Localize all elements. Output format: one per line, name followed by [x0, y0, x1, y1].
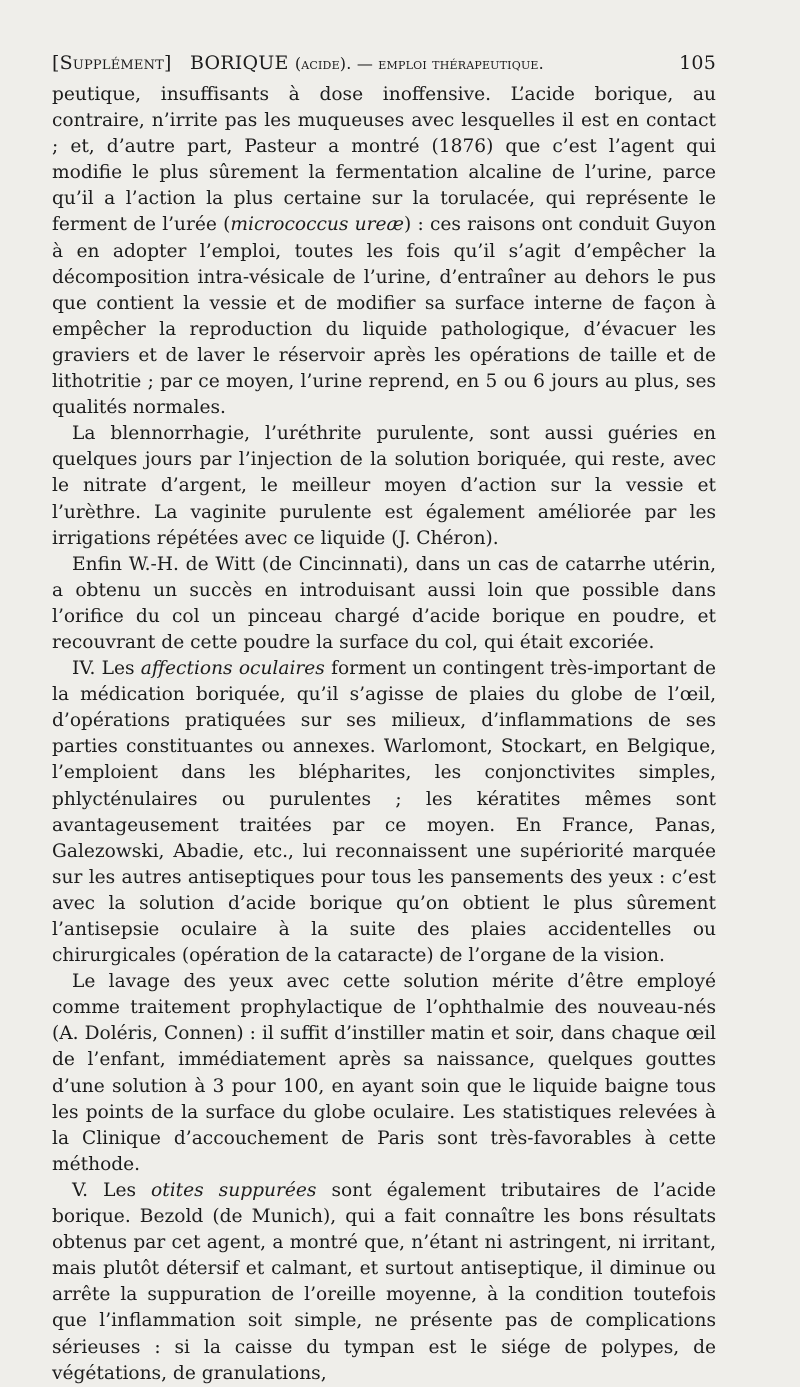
text-run: Enfin W.-H. de Witt (de Cincinnati), dans un cas de catarrhe utérin, a obtenu un succès en introduisant aussi loin que possible dans l’orifice du col un pinceau chargé d’acide borique en poudre, et recouvrant de cette poudre la surface du col, qui était excoriée. — [52, 553, 716, 653]
text-run: ) : ces raisons ont conduit Guyon à en adopter l’emploi, toutes les fois qu’il s’agit d’empêcher la décomposition intra-vésicale de l’urine, d’entraîner au dehors le pus que contient la vessie et de modifier sa surface interne de façon à empêcher la reproduction du liquide pathologique, d’évacuer les graviers et de laver le réservoir après les opérations de taille et de lithotritie ; par ce moyen, l’urine reprend, en 5 ou 6 jours au plus, ses qualités normales. — [52, 214, 716, 419]
italic-term: otites suppurées — [151, 1179, 317, 1201]
paragraph — [52, 656, 716, 969]
text-run: sont également tributaires de l’acide borique. Bezold (de Munich), qui a fait connaître les bons résultats obtenus par cet agent, a montré que, n’étant ni astringent, ni irritant, mais plutôt détersif et calmant, et surtout antiseptique, il diminue ou arrête la suppuration de l’oreille moyenne, à la condition toutefois que l’inflammation soit simple, ne présente pas de complications sérieuses : si la caisse du tympan est le siége de polypes, de végétations, de granulations, — [52, 1179, 716, 1384]
running-head — [52, 52, 716, 74]
section-label: [Supplément] — [52, 52, 172, 74]
book-page — [52, 52, 716, 1387]
text-run: forment un contingent très-important de la médication boriquée, qu’il s’agisse de plaies du globe de l’œil, d’opérations pratiquées sur ses milieux, d’inflammations de ses parties constituantes ou annexes. Warlomont, Stockart, en Belgique, l’emploient dans les blépharites, les conjonctivites simples, phlycténulaires ou purulentes ; les kératites mêmes sont avantageusement traitées par ce moyen. En France, Panas, Galezowski, Abadie, etc., lui reconnaissent une supériorité marquée sur les autres antiseptiques pour tous les pansements des yeux : c’est avec la solution d’acide borique qu’on obtient le plus sûrement l’antisepsie oculaire à la suite des plaies accidentelles ou chirurgicales (opération de la cataracte) de l’organe de la vision. — [52, 658, 716, 967]
paragraph — [52, 421, 716, 551]
page-number: 105 — [679, 52, 716, 74]
paragraph — [52, 82, 716, 421]
paragraph — [52, 1178, 716, 1387]
running-title-sub: (acide). — emploi thérapeutique. — [294, 54, 544, 73]
text-run: peutique, insuffisants à dose inoffensive. L’acide borique, au contraire, n’irrite pas les muqueuses avec lesquelles il est en contact ; et, d’autre part, Pasteur a montré (1876) que c’est l’agent qui modifie le plus sûrement la fermentation alcaline de l’urine, parce qu’il a l’action la plus certaine sur la torulacée, qui représente le ferment de l’urée ( — [52, 84, 716, 236]
italic-term: micrococcus ureæ — [230, 214, 404, 236]
running-title — [185, 52, 679, 74]
body-text — [52, 82, 716, 1387]
text-run: IV. Les — [72, 658, 141, 680]
paragraph — [52, 969, 716, 1178]
text-run: Le lavage des yeux avec cette solution mérite d’être employé comme traitement prophylactique de l’ophthalmie des nouveau-nés (A. Doléris, Connen) : il suffit d’instiller matin et soir, dans chaque œil de l’enfant, immédiatement après sa naissance, quelques gouttes d’une solution à 3 pour 100, en ayant soin que le liquide baigne tous les points de la surface du globe oculaire. Les statistiques relevées à la Clinique d’accouchement de Paris sont très-favorables à cette méthode. — [52, 971, 716, 1175]
running-title-main: BORIQUE — [190, 52, 289, 74]
italic-term: affections oculaires — [140, 658, 325, 680]
text-run: La blennorrhagie, l’uréthrite purulente, sont aussi guéries en quelques jours par l’injection de la solution boriquée, qui reste, avec le nitrate d’argent, le meilleur moyen d’action sur la vessie et l’urèthre. La vaginite purulente est également améliorée par les irrigations répétées avec ce liquide (J. Chéron). — [52, 423, 716, 549]
text-run: V. Les — [72, 1179, 152, 1201]
paragraph — [52, 552, 716, 656]
